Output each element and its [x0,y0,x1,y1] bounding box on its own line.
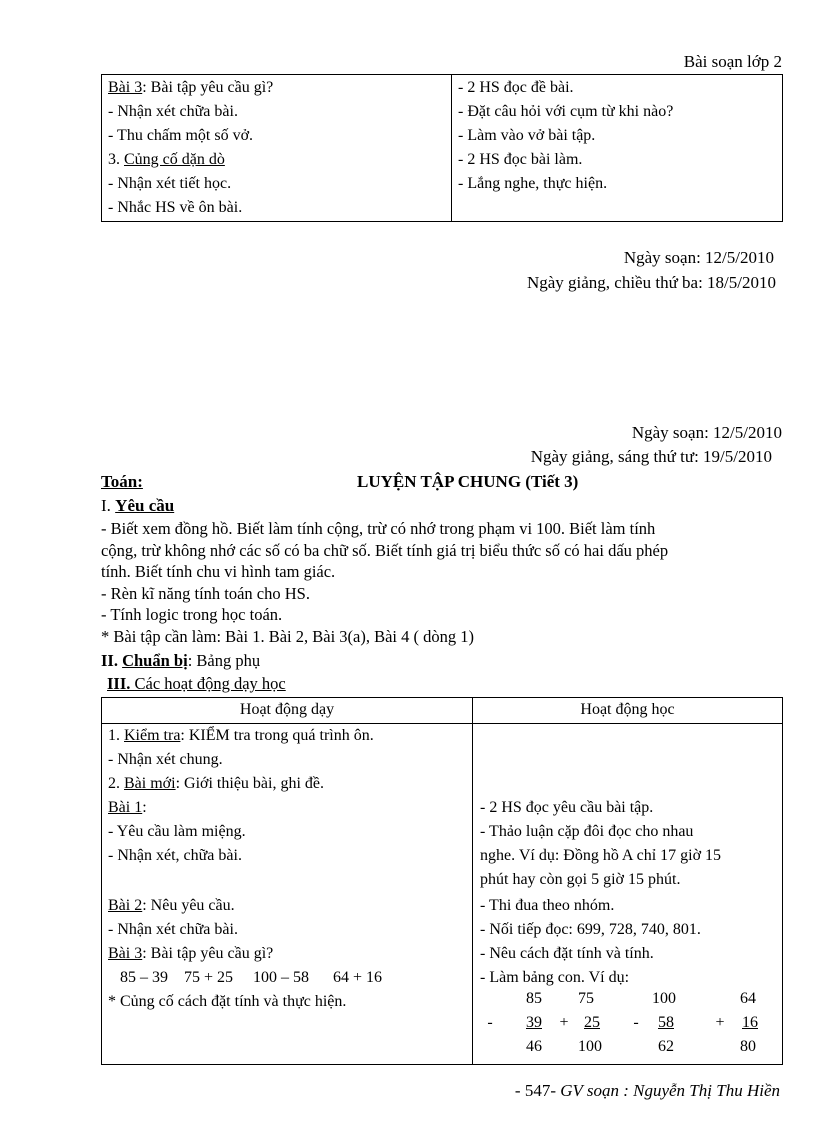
table-row: - Nối tiếp đọc: 699, 728, 740, 801. [480,921,701,938]
prep-date: Ngày soạn: 12/5/2010 [623,248,774,267]
lesson-title: LUYỆN TẬP CHUNG (Tiết 3) [357,472,579,491]
calc-operator: - [633,1014,639,1031]
requirement-line: cộng, trừ không nhớ các số có ba chữ số. Biết tính giá trị biểu thức số có hai dấu phép [101,540,669,560]
table-row: - Nhận xét chữa bài. [108,921,238,938]
calc-result: 100 [578,1038,602,1055]
table-row: phút hay còn gọi 5 giờ 15 phút. [480,871,681,888]
section-preparation: II. Chuẩn bị: Bảng phụ [101,651,261,670]
teaching-date: Ngày giảng, sáng thứ tư: 19/5/2010 [530,447,772,466]
table-row: - 2 HS đọc đề bài. [458,79,574,96]
table-row: - Nhận xét tiết học. [108,175,232,192]
calc-top: 64 [740,990,756,1007]
calc-top: 75 [578,990,594,1007]
page-footer [515,1081,780,1101]
table-row: - Lắng nghe, thực hiện. [458,175,608,192]
table-row: - Nhận xét, chữa bài. [108,847,242,864]
table-row: 2. Bài mới: Giới thiệu bài, ghi đề. [108,775,325,792]
prep-date: Ngày soạn: 12/5/2010 [631,423,782,442]
requirement-line: tính. Biết tính chu vi hình tam giác. [101,562,336,581]
calc-operator: - [487,1014,493,1031]
table-row: 85 – 39 75 + 25 100 – 58 64 + 16 [108,969,383,986]
table-row: - Thảo luận cặp đôi đọc cho nhau [480,823,694,840]
author-credit: GV soạn : Nguyễn Thị Thu Hiền [560,1081,780,1100]
table-column-divider [451,75,452,221]
table-column-divider [472,698,473,1064]
table-row: 1. Kiểm tra: KIỂM tra trong quá trình ôn. [108,727,374,744]
table-row: - Thu chấm một số vở. [108,127,254,144]
table-header-teacher: Hoạt động dạy [239,701,335,718]
requirement-line: - Biết xem đồng hồ. Biết làm tính cộng, trừ có nhớ trong phạm vi 100. Biết làm tính [101,519,656,538]
calc-result: 80 [740,1038,756,1055]
calc-operator: + [715,1014,725,1031]
table-row: - Làm vào vở bài tập. [458,127,596,144]
calc-result: 62 [658,1038,674,1055]
calc-top: 100 [652,990,676,1007]
table-row: - Nhận xét chữa bài. [108,103,238,120]
section-requirements-heading: I. Yêu cầu [101,496,175,515]
table-row: Bài 3: Bài tập yêu cầu gì? [108,79,274,96]
calc-top: 85 [526,990,542,1007]
table-row: - 2 HS đọc yêu cầu bài tập. [480,799,654,816]
requirement-line: - Rèn kĩ năng tính toán cho HS. [101,583,310,603]
calc-operand: 25 [584,1014,600,1031]
page-number: - 547- [514,1081,561,1100]
student-activities-column [480,698,780,1064]
table-header-student: Hoạt động học [580,701,675,718]
requirements-text [101,518,668,647]
calc-operand: 58 [658,1014,674,1031]
table-row: - Nhắc HS về ôn bài. [108,199,243,216]
calc-operator: + [559,1014,569,1031]
teacher-activities-column [108,698,470,1064]
table-row: * Củng cố cách đặt tính và thực hiện. [108,993,347,1010]
table-row: Bài 3: Bài tập yêu cầu gì? [108,945,274,962]
table-row: nghe. Ví dụ: Đồng hồ A chỉ 17 giờ 15 [480,847,722,864]
calc-operand: 16 [742,1014,758,1031]
student-activities-column [458,75,778,221]
vertical-calculation [626,990,706,1060]
table-row: - Đặt câu hỏi với cụm từ khi nào? [458,103,674,120]
table-row: - 2 HS đọc bài làm. [458,151,583,168]
page-header-label: Bài soạn lớp 2 [683,52,782,71]
table-row: Bài 2: Nêu yêu cầu. [108,897,235,914]
table-row: - Nêu cách đặt tính và tính. [480,945,654,962]
activities-table-continued [101,74,783,222]
vertical-calculation [556,990,626,1060]
vertical-calculation [706,990,776,1060]
subject-label: Toán: [101,472,143,491]
requirement-line: * Bài tập cần làm: Bài 1. Bài 2, Bài 3(a), Bài 4 ( dòng 1) [101,626,474,646]
calc-operand: 39 [526,1014,542,1031]
table-row: - Thi đua theo nhóm. [480,897,615,914]
section-activities-heading: III. Các hoạt động dạy học [107,674,286,693]
table-row: 3. Củng cố dặn dò [108,151,225,168]
requirement-line: - Tính logic trong học toán. [101,605,283,624]
table-row: - Yêu cầu làm miệng. [108,823,246,840]
table-row: - Nhận xét chung. [108,751,223,768]
teacher-activities-column [108,75,448,221]
activities-table [101,697,783,1065]
calc-result: 46 [526,1038,542,1055]
table-row: Bài 1: [108,799,147,816]
teaching-date: Ngày giảng, chiều thứ ba: 18/5/2010 [526,273,776,292]
table-row: - Làm bảng con. Ví dụ: [480,969,630,986]
